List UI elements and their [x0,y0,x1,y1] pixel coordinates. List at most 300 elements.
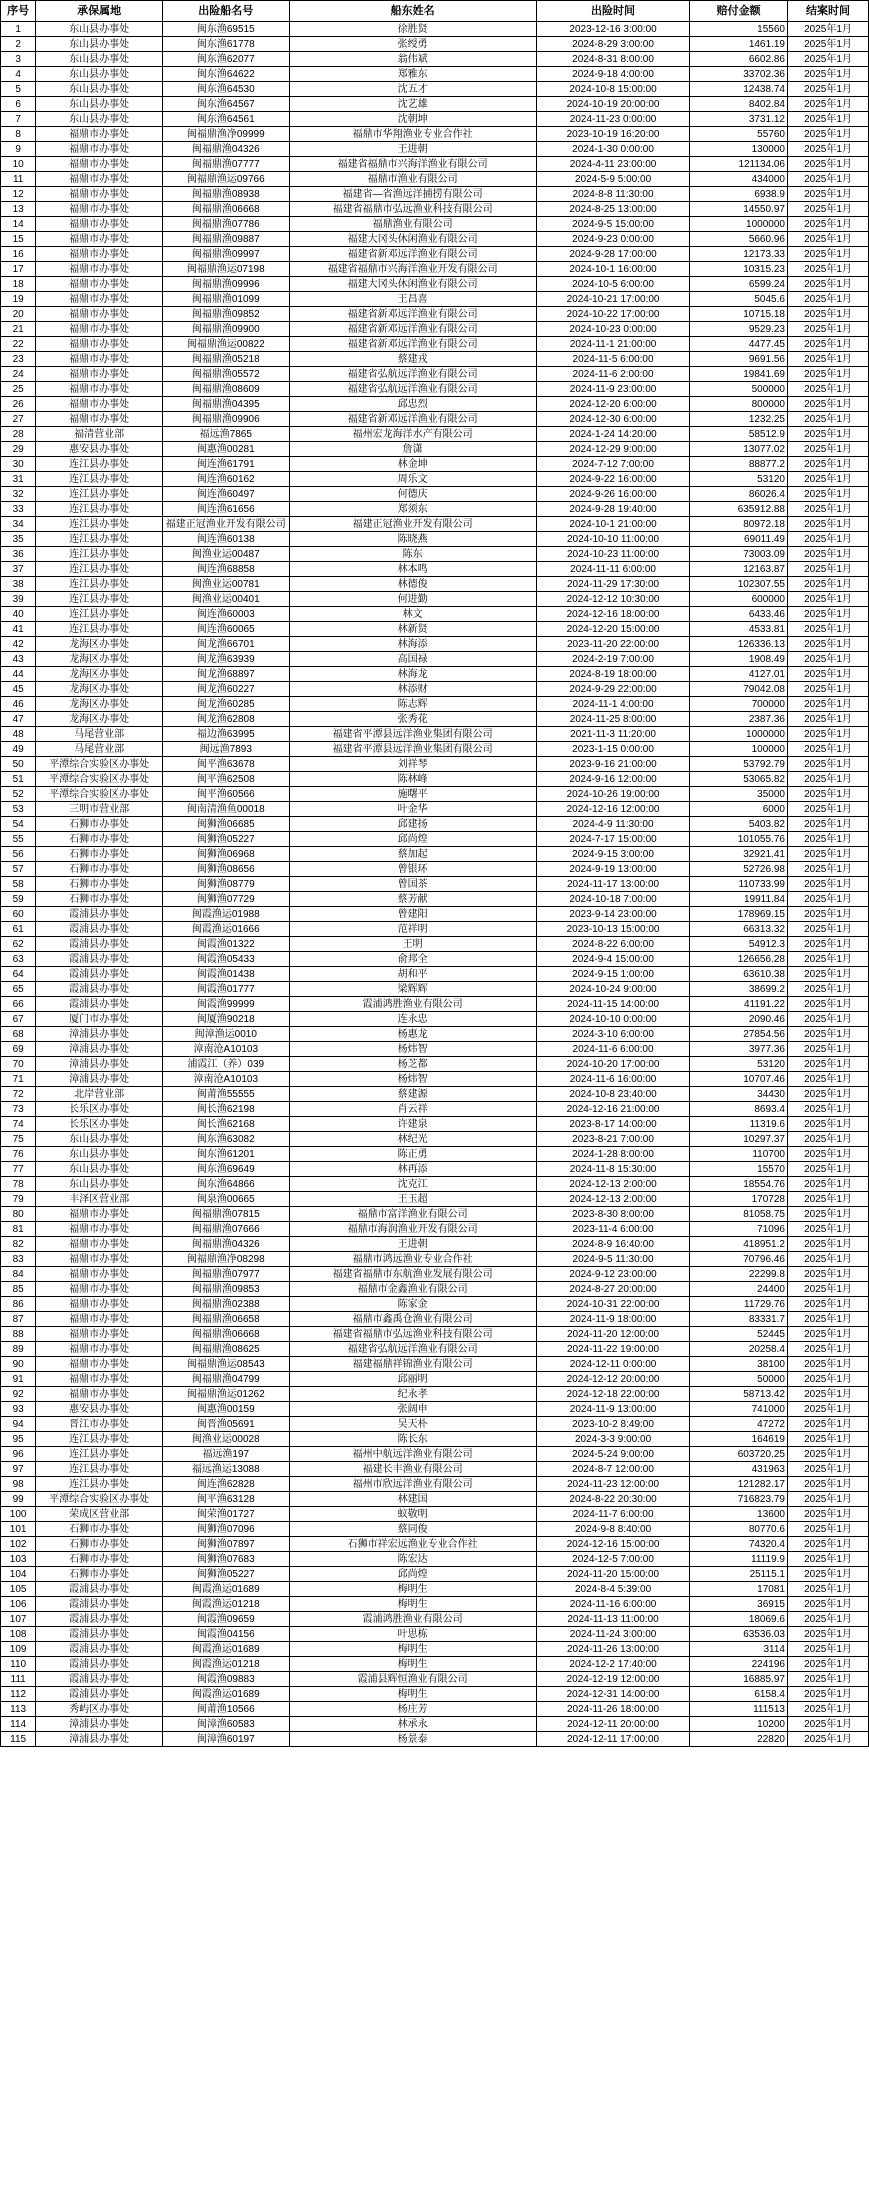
column-header-region: 承保属地 [36,1,163,22]
cell-index: 114 [1,1717,36,1732]
cell-region: 霞浦县办事处 [36,907,163,922]
cell-index: 40 [1,607,36,622]
cell-region: 霞浦县办事处 [36,1627,163,1642]
cell-incident-time: 2024-10-24 9:00:00 [536,982,690,997]
cell-incident-time: 2024-12-16 12:00:00 [536,802,690,817]
cell-vessel-id: 闽狮渔07096 [162,1522,289,1537]
cell-owner-name: 霞浦鸿胜渔业有限公司 [289,1612,536,1627]
cell-region: 石狮市办事处 [36,877,163,892]
cell-settle-time: 2025年1月 [787,202,868,217]
cell-incident-time: 2024-10-18 7:00:00 [536,892,690,907]
cell-payout-amount: 164619 [690,1432,788,1447]
cell-owner-name: 林德俊 [289,577,536,592]
cell-incident-time: 2024-8-19 18:00:00 [536,667,690,682]
cell-incident-time: 2024-12-11 20:00:00 [536,1717,690,1732]
cell-incident-time: 2024-12-29 9:00:00 [536,442,690,457]
cell-incident-time: 2023-10-13 15:00:00 [536,922,690,937]
cell-settle-time: 2025年1月 [787,172,868,187]
cell-vessel-id: 闽福鼎渔06658 [162,1312,289,1327]
cell-region: 福鼎市办事处 [36,202,163,217]
table-row [1,337,869,352]
cell-incident-time: 2024-7-17 15:00:00 [536,832,690,847]
cell-index: 5 [1,82,36,97]
cell-region: 东山县办事处 [36,1162,163,1177]
cell-payout-amount: 22299.8 [690,1267,788,1282]
cell-index: 1 [1,22,36,37]
cell-payout-amount: 10200 [690,1717,788,1732]
table-row [1,1627,869,1642]
cell-settle-time: 2025年1月 [787,37,868,52]
cell-settle-time: 2025年1月 [787,847,868,862]
cell-owner-name: 肖云祥 [289,1102,536,1117]
cell-owner-name: 陈林峰 [289,772,536,787]
cell-payout-amount: 418951.2 [690,1237,788,1252]
cell-region: 晋江市办事处 [36,1417,163,1432]
cell-owner-name: 张绶勇 [289,37,536,52]
cell-settle-time: 2025年1月 [787,1207,868,1222]
cell-payout-amount: 130000 [690,142,788,157]
cell-owner-name: 邱丽明 [289,1372,536,1387]
cell-owner-name: 曾国茶 [289,877,536,892]
cell-settle-time: 2025年1月 [787,442,868,457]
cell-settle-time: 2025年1月 [787,502,868,517]
cell-index: 60 [1,907,36,922]
cell-incident-time: 2023-11-20 22:00:00 [536,637,690,652]
table-row [1,547,869,562]
table-row [1,592,869,607]
cell-vessel-id: 闽漳渔运0010 [162,1027,289,1042]
cell-owner-name: 曾建阳 [289,907,536,922]
cell-index: 106 [1,1597,36,1612]
cell-index: 95 [1,1432,36,1447]
table-row [1,1492,869,1507]
table-row [1,397,869,412]
cell-index: 76 [1,1147,36,1162]
cell-region: 东山县办事处 [36,1177,163,1192]
cell-vessel-id: 闽福鼎渔06668 [162,1327,289,1342]
cell-owner-name: 许建泉 [289,1117,536,1132]
cell-index: 38 [1,577,36,592]
cell-index: 51 [1,772,36,787]
cell-index: 10 [1,157,36,172]
cell-vessel-id: 闽霞渔运01988 [162,907,289,922]
cell-region: 福鼎市办事处 [36,1312,163,1327]
cell-payout-amount: 38100 [690,1357,788,1372]
cell-region: 丰泽区营业部 [36,1192,163,1207]
cell-region: 福鼎市办事处 [36,1297,163,1312]
table-row [1,487,869,502]
cell-vessel-id: 漳南沧A10103 [162,1072,289,1087]
cell-settle-time: 2025年1月 [787,262,868,277]
cell-settle-time: 2025年1月 [787,142,868,157]
table-row [1,202,869,217]
cell-payout-amount: 55760 [690,127,788,142]
cell-owner-name: 福鼎市华翔渔业专业合作社 [289,127,536,142]
table-row [1,442,869,457]
cell-index: 8 [1,127,36,142]
cell-region: 福鼎市办事处 [36,157,163,172]
cell-incident-time: 2024-12-13 2:00:00 [536,1177,690,1192]
cell-incident-time: 2024-12-11 17:00:00 [536,1732,690,1747]
cell-payout-amount: 4477.45 [690,337,788,352]
cell-region: 漳浦县办事处 [36,1042,163,1057]
cell-payout-amount: 6938.9 [690,187,788,202]
cell-incident-time: 2024-9-5 15:00:00 [536,217,690,232]
cell-owner-name: 杨景泰 [289,1732,536,1747]
cell-vessel-id: 闽连渔62828 [162,1477,289,1492]
cell-owner-name: 邱尚煌 [289,1567,536,1582]
cell-payout-amount: 36915 [690,1597,788,1612]
cell-settle-time: 2025年1月 [787,1627,868,1642]
cell-payout-amount: 32921.41 [690,847,788,862]
cell-settle-time: 2025年1月 [787,1087,868,1102]
cell-region: 连江县办事处 [36,1447,163,1462]
cell-owner-name: 蚁敬明 [289,1507,536,1522]
cell-index: 12 [1,187,36,202]
table-row [1,712,869,727]
cell-owner-name: 王玉超 [289,1192,536,1207]
table-row [1,1072,869,1087]
cell-payout-amount: 38699.2 [690,982,788,997]
table-row [1,742,869,757]
cell-incident-time: 2024-7-12 7:00:00 [536,457,690,472]
cell-region: 福鼎市办事处 [36,1342,163,1357]
cell-incident-time: 2023-8-21 7:00:00 [536,1132,690,1147]
cell-settle-time: 2025年1月 [787,1417,868,1432]
cell-vessel-id: 闽连渔60065 [162,622,289,637]
cell-incident-time: 2024-11-23 0:00:00 [536,112,690,127]
cell-index: 92 [1,1387,36,1402]
cell-incident-time: 2024-12-20 15:00:00 [536,622,690,637]
cell-region: 福鼎市办事处 [36,1282,163,1297]
cell-owner-name: 张秀花 [289,712,536,727]
table-row [1,1477,869,1492]
table-row [1,952,869,967]
cell-region: 石狮市办事处 [36,817,163,832]
cell-region: 连江县办事处 [36,562,163,577]
cell-vessel-id: 闽连渔60138 [162,532,289,547]
cell-payout-amount: 34430 [690,1087,788,1102]
table-row [1,1252,869,1267]
cell-region: 霞浦县办事处 [36,1642,163,1657]
cell-region: 龙海区办事处 [36,637,163,652]
table-row [1,682,869,697]
cell-incident-time: 2024-10-31 22:00:00 [536,1297,690,1312]
cell-settle-time: 2025年1月 [787,1297,868,1312]
cell-vessel-id: 闽福鼎渔净08298 [162,1252,289,1267]
cell-incident-time: 2024-11-9 23:00:00 [536,382,690,397]
cell-region: 福鼎市办事处 [36,307,163,322]
cell-region: 福鼎市办事处 [36,1387,163,1402]
cell-settle-time: 2025年1月 [787,712,868,727]
cell-vessel-id: 闽平渔60566 [162,787,289,802]
cell-region: 石狮市办事处 [36,847,163,862]
cell-settle-time: 2025年1月 [787,1612,868,1627]
cell-region: 福鼎市办事处 [36,232,163,247]
cell-vessel-id: 闽龙渔66701 [162,637,289,652]
cell-incident-time: 2024-11-1 21:00:00 [536,337,690,352]
cell-vessel-id: 闽东渔69649 [162,1162,289,1177]
cell-region: 福鼎市办事处 [36,412,163,427]
table-body [1,22,869,1747]
cell-vessel-id: 闽霞渔05433 [162,952,289,967]
table-row [1,22,869,37]
cell-region: 龙海区办事处 [36,652,163,667]
table-row [1,1612,869,1627]
cell-payout-amount: 110733.99 [690,877,788,892]
table-row [1,577,869,592]
cell-index: 99 [1,1492,36,1507]
cell-index: 33 [1,502,36,517]
cell-index: 48 [1,727,36,742]
cell-settle-time: 2025年1月 [787,1162,868,1177]
cell-index: 69 [1,1042,36,1057]
cell-region: 连江县办事处 [36,472,163,487]
cell-payout-amount: 9529.23 [690,322,788,337]
cell-payout-amount: 18554.76 [690,1177,788,1192]
cell-settle-time: 2025年1月 [787,397,868,412]
cell-settle-time: 2025年1月 [787,817,868,832]
cell-region: 福鼎市办事处 [36,322,163,337]
cell-vessel-id: 闽福鼎渔07977 [162,1267,289,1282]
table-row [1,877,869,892]
table-row [1,322,869,337]
cell-settle-time: 2025年1月 [787,1267,868,1282]
cell-owner-name: 福建大冈头休闲渔业有限公司 [289,232,536,247]
cell-vessel-id: 闽泉渔00665 [162,1192,289,1207]
cell-owner-name: 王明 [289,937,536,952]
cell-owner-name: 福建省弘航远洋渔业有限公司 [289,367,536,382]
table-row [1,307,869,322]
table-row [1,1132,869,1147]
cell-settle-time: 2025年1月 [787,952,868,967]
cell-region: 霞浦县办事处 [36,1657,163,1672]
cell-vessel-id: 闽霞渔04156 [162,1627,289,1642]
cell-payout-amount: 635912.88 [690,502,788,517]
cell-incident-time: 2024-11-26 13:00:00 [536,1642,690,1657]
cell-incident-time: 2024-9-15 3:00:00 [536,847,690,862]
cell-settle-time: 2025年1月 [787,427,868,442]
cell-incident-time: 2024-1-30 0:00:00 [536,142,690,157]
cell-settle-time: 2025年1月 [787,1432,868,1447]
cell-settle-time: 2025年1月 [787,82,868,97]
cell-incident-time: 2024-1-28 8:00:00 [536,1147,690,1162]
cell-region: 漳浦县办事处 [36,1027,163,1042]
cell-index: 91 [1,1372,36,1387]
cell-owner-name: 梅明生 [289,1687,536,1702]
table-row [1,562,869,577]
cell-payout-amount: 2090.46 [690,1012,788,1027]
table-row [1,1327,869,1342]
cell-settle-time: 2025年1月 [787,1732,868,1747]
cell-incident-time: 2024-9-19 13:00:00 [536,862,690,877]
cell-owner-name: 刘祥琴 [289,757,536,772]
cell-payout-amount: 11729.76 [690,1297,788,1312]
cell-settle-time: 2025年1月 [787,1372,868,1387]
cell-vessel-id: 闽东渔64622 [162,67,289,82]
cell-incident-time: 2024-12-16 15:00:00 [536,1537,690,1552]
cell-settle-time: 2025年1月 [787,937,868,952]
cell-payout-amount: 600000 [690,592,788,607]
cell-payout-amount: 70796.46 [690,1252,788,1267]
cell-region: 漳浦县办事处 [36,1732,163,1747]
cell-payout-amount: 58512.9 [690,427,788,442]
cell-region: 三明市营业部 [36,802,163,817]
cell-settle-time: 2025年1月 [787,907,868,922]
cell-region: 龙海区办事处 [36,667,163,682]
cell-index: 24 [1,367,36,382]
cell-vessel-id: 闽东渔63082 [162,1132,289,1147]
cell-owner-name: 林添财 [289,682,536,697]
cell-owner-name: 福建省新邓远洋渔业有限公司 [289,247,536,262]
cell-region: 福鼎市办事处 [36,142,163,157]
cell-payout-amount: 100000 [690,742,788,757]
column-header-incident-time: 出险时间 [536,1,690,22]
table-row [1,787,869,802]
cell-region: 福鼎市办事处 [36,352,163,367]
cell-incident-time: 2024-8-8 11:30:00 [536,187,690,202]
cell-owner-name: 梅明生 [289,1597,536,1612]
cell-settle-time: 2025年1月 [787,1357,868,1372]
cell-vessel-id: 闽东渔64530 [162,82,289,97]
cell-owner-name: 王进朝 [289,1237,536,1252]
cell-index: 22 [1,337,36,352]
cell-incident-time: 2024-9-22 16:00:00 [536,472,690,487]
cell-settle-time: 2025年1月 [787,352,868,367]
cell-region: 福鼎市办事处 [36,262,163,277]
cell-settle-time: 2025年1月 [787,592,868,607]
table-row [1,1207,869,1222]
cell-incident-time: 2024-11-20 12:00:00 [536,1327,690,1342]
cell-owner-name: 梁辉辉 [289,982,536,997]
cell-index: 32 [1,487,36,502]
cell-settle-time: 2025年1月 [787,1192,868,1207]
cell-vessel-id: 闽福鼎渔运09766 [162,172,289,187]
cell-index: 23 [1,352,36,367]
cell-incident-time: 2024-8-9 16:40:00 [536,1237,690,1252]
cell-owner-name: 福建省弘航远洋渔业有限公司 [289,382,536,397]
cell-settle-time: 2025年1月 [787,532,868,547]
cell-vessel-id: 闽霞渔09659 [162,1612,289,1627]
cell-owner-name: 林海龙 [289,667,536,682]
cell-region: 石狮市办事处 [36,892,163,907]
cell-payout-amount: 63610.38 [690,967,788,982]
cell-owner-name: 福建省平潭县远洋渔业集团有限公司 [289,727,536,742]
table-row [1,607,869,622]
cell-settle-time: 2025年1月 [787,1657,868,1672]
cell-index: 108 [1,1627,36,1642]
cell-payout-amount: 8693.4 [690,1102,788,1117]
table-row [1,1057,869,1072]
table-row [1,1702,869,1717]
cell-owner-name: 詹潇 [289,442,536,457]
cell-payout-amount: 4127.01 [690,667,788,682]
cell-region: 福鼎市办事处 [36,1237,163,1252]
cell-region: 东山县办事处 [36,37,163,52]
cell-settle-time: 2025年1月 [787,472,868,487]
cell-vessel-id: 闽福鼎渔05572 [162,367,289,382]
cell-owner-name: 林再添 [289,1162,536,1177]
cell-index: 64 [1,967,36,982]
cell-region: 东山县办事处 [36,1147,163,1162]
cell-payout-amount: 111513 [690,1702,788,1717]
cell-vessel-id: 闽福鼎渔07666 [162,1222,289,1237]
cell-settle-time: 2025年1月 [787,982,868,997]
cell-incident-time: 2023-9-14 23:00:00 [536,907,690,922]
cell-vessel-id: 闽霞渔09883 [162,1672,289,1687]
cell-payout-amount: 18069.6 [690,1612,788,1627]
cell-index: 104 [1,1567,36,1582]
cell-owner-name: 张阔申 [289,1402,536,1417]
table-row [1,1087,869,1102]
table-row [1,1717,869,1732]
cell-payout-amount: 86026.4 [690,487,788,502]
cell-index: 53 [1,802,36,817]
cell-owner-name: 林海添 [289,637,536,652]
table-row [1,1372,869,1387]
cell-incident-time: 2024-11-9 13:00:00 [536,1402,690,1417]
cell-settle-time: 2025年1月 [787,1282,868,1297]
cell-payout-amount: 19911.84 [690,892,788,907]
table-row [1,457,869,472]
cell-settle-time: 2025年1月 [787,1102,868,1117]
cell-region: 连江县办事处 [36,517,163,532]
cell-vessel-id: 闽东渔64866 [162,1177,289,1192]
cell-vessel-id: 闽福鼎渔07786 [162,217,289,232]
cell-settle-time: 2025年1月 [787,877,868,892]
cell-index: 57 [1,862,36,877]
cell-payout-amount: 53065.82 [690,772,788,787]
cell-vessel-id: 福远渔197 [162,1447,289,1462]
cell-region: 东山县办事处 [36,52,163,67]
cell-payout-amount: 6158.4 [690,1687,788,1702]
cell-owner-name: 徐胜贤 [289,22,536,37]
cell-settle-time: 2025年1月 [787,862,868,877]
table-row [1,82,869,97]
table-row [1,1402,869,1417]
column-header-payout-amount: 赔付金额 [690,1,788,22]
cell-incident-time: 2024-12-19 12:00:00 [536,1672,690,1687]
cell-incident-time: 2024-8-4 5:39:00 [536,1582,690,1597]
cell-settle-time: 2025年1月 [787,1582,868,1597]
table-row [1,517,869,532]
cell-settle-time: 2025年1月 [787,232,868,247]
cell-index: 78 [1,1177,36,1192]
table-row [1,97,869,112]
cell-owner-name: 杨庄芳 [289,1702,536,1717]
cell-region: 连江县办事处 [36,487,163,502]
cell-payout-amount: 16885.97 [690,1672,788,1687]
cell-payout-amount: 603720.25 [690,1447,788,1462]
cell-owner-name: 沈克江 [289,1177,536,1192]
table-row [1,427,869,442]
cell-index: 97 [1,1462,36,1477]
cell-index: 87 [1,1312,36,1327]
cell-owner-name: 何德庆 [289,487,536,502]
cell-vessel-id: 闽莆渔10566 [162,1702,289,1717]
cell-index: 63 [1,952,36,967]
cell-region: 霞浦县办事处 [36,1597,163,1612]
cell-owner-name: 高国禄 [289,652,536,667]
cell-incident-time: 2024-12-16 21:00:00 [536,1102,690,1117]
cell-index: 36 [1,547,36,562]
cell-index: 20 [1,307,36,322]
cell-incident-time: 2024-11-9 18:00:00 [536,1312,690,1327]
cell-index: 58 [1,877,36,892]
cell-region: 龙海区办事处 [36,682,163,697]
cell-region: 东山县办事处 [36,67,163,82]
cell-incident-time: 2023-8-30 8:00:00 [536,1207,690,1222]
